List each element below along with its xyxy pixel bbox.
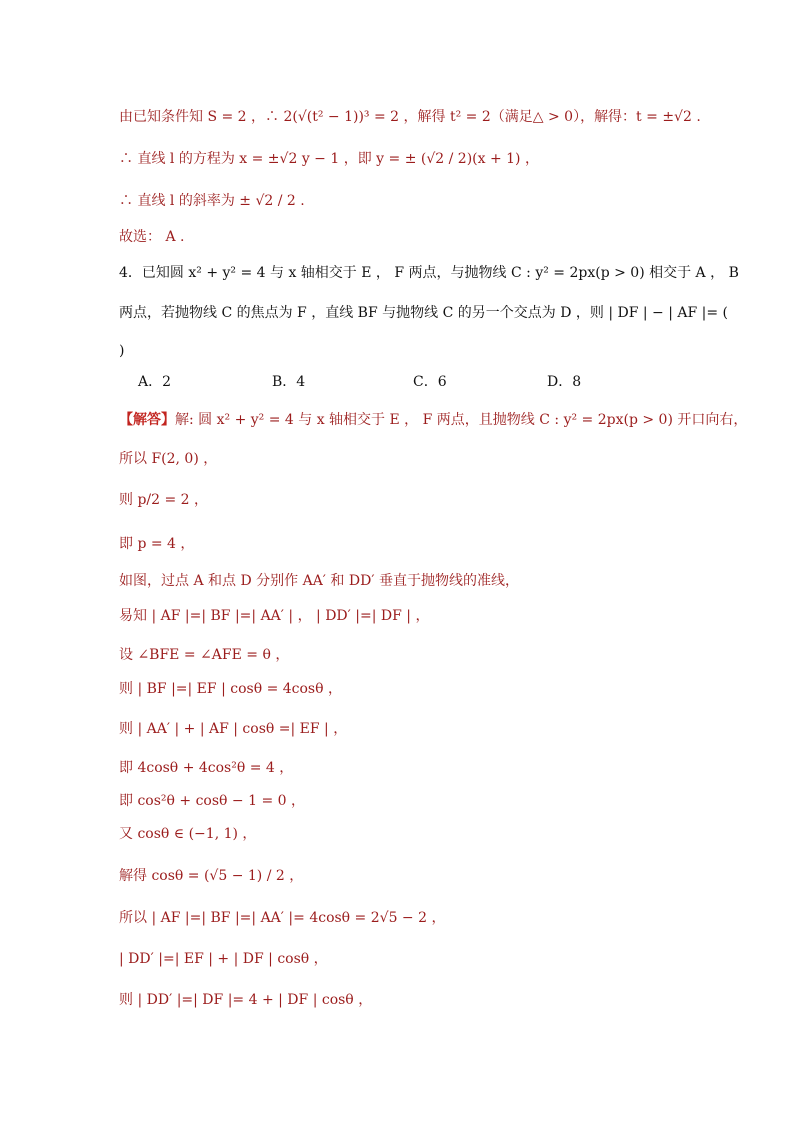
- answer-intro: 解: 圆 x² + y² = 4 与 x 轴相交于 E ， F 两点，且抛物线 C : y² = 2px(p > 0) 开口向右，: [175, 412, 748, 428]
- answer-line-9: 即 4cosθ + 4cos²θ = 4 ，: [119, 760, 294, 776]
- question-stem-line-1: 4．已知圆 x² + y² = 4 与 x 轴相交于 E ， F 两点，与抛物线 C : y² = 2px(p > 0) 相交于 A ， B: [119, 265, 739, 281]
- answer-first-line: [119, 410, 747, 430]
- answer-line-5: 易知 | AF |=| BF |=| AA′ | ， | DD′ |=| DF | ，: [119, 608, 430, 624]
- choice-d: D．8: [547, 374, 582, 390]
- choice-a: A．2: [138, 374, 172, 390]
- question-stem-line-3: ): [119, 343, 125, 359]
- choice-c: C．6: [413, 374, 447, 390]
- answer-line-11: 又 cosθ ∈ (−1, 1) ，: [119, 826, 257, 842]
- answer-line-12: 解得 cosθ = (√5 − 1) / 2 ，: [119, 868, 304, 884]
- answer-line-4: 如图，过点 A 和点 D 分别作 AA′ 和 DD′ 垂直于抛物线的准线，: [119, 573, 519, 589]
- prev-solution-line-2: ∴ 直线 l 的方程为 x = ±√2 y − 1 ，即 y = ± (√2 / 2)(x + 1) ，: [119, 151, 539, 167]
- prev-solution-line-4: 故选： A .: [119, 229, 185, 245]
- answer-tag: 【解答】: [119, 412, 175, 428]
- answer-line-7: 则 | BF |=| EF | cosθ = 4cosθ ，: [119, 681, 342, 697]
- answer-line-6: 设 ∠BFE = ∠AFE = θ ，: [119, 647, 290, 663]
- choice-b: B．4: [272, 374, 306, 390]
- answer-line-3: 即 p = 4 ，: [119, 536, 195, 552]
- answer-line-8: 则 | AA′ | + | AF | cosθ =| EF | ，: [119, 721, 348, 737]
- answer-line-10: 即 cos²θ + cosθ − 1 = 0 ，: [119, 793, 305, 809]
- answer-line-2: 则 p/2 = 2 ，: [119, 492, 209, 508]
- answer-line-14: | DD′ |=| EF | + | DF | cosθ ，: [119, 951, 328, 967]
- answer-line-15: 则 | DD′ |=| DF |= 4 + | DF | cosθ ，: [119, 992, 373, 1008]
- answer-line-1: 所以 F(2, 0) ，: [119, 451, 218, 467]
- prev-solution-line-3: ∴ 直线 l 的斜率为 ± √2 / 2 .: [119, 193, 305, 209]
- prev-solution-line-1: 由已知条件知 S = 2 ，∴ 2(√(t² − 1))³ = 2 ，解得 t² = 2（满足△ > 0），解得：t = ±√2 .: [119, 109, 701, 125]
- question-stem-line-2: 两点，若抛物线 C 的焦点为 F ，直线 BF 与抛物线 C 的另一个交点为 D ，则 | DF | − | AF |= (: [119, 305, 729, 321]
- answer-line-13: 所以 | AF |=| BF |=| AA′ |= 4cosθ = 2√5 − 2 ，: [119, 910, 446, 926]
